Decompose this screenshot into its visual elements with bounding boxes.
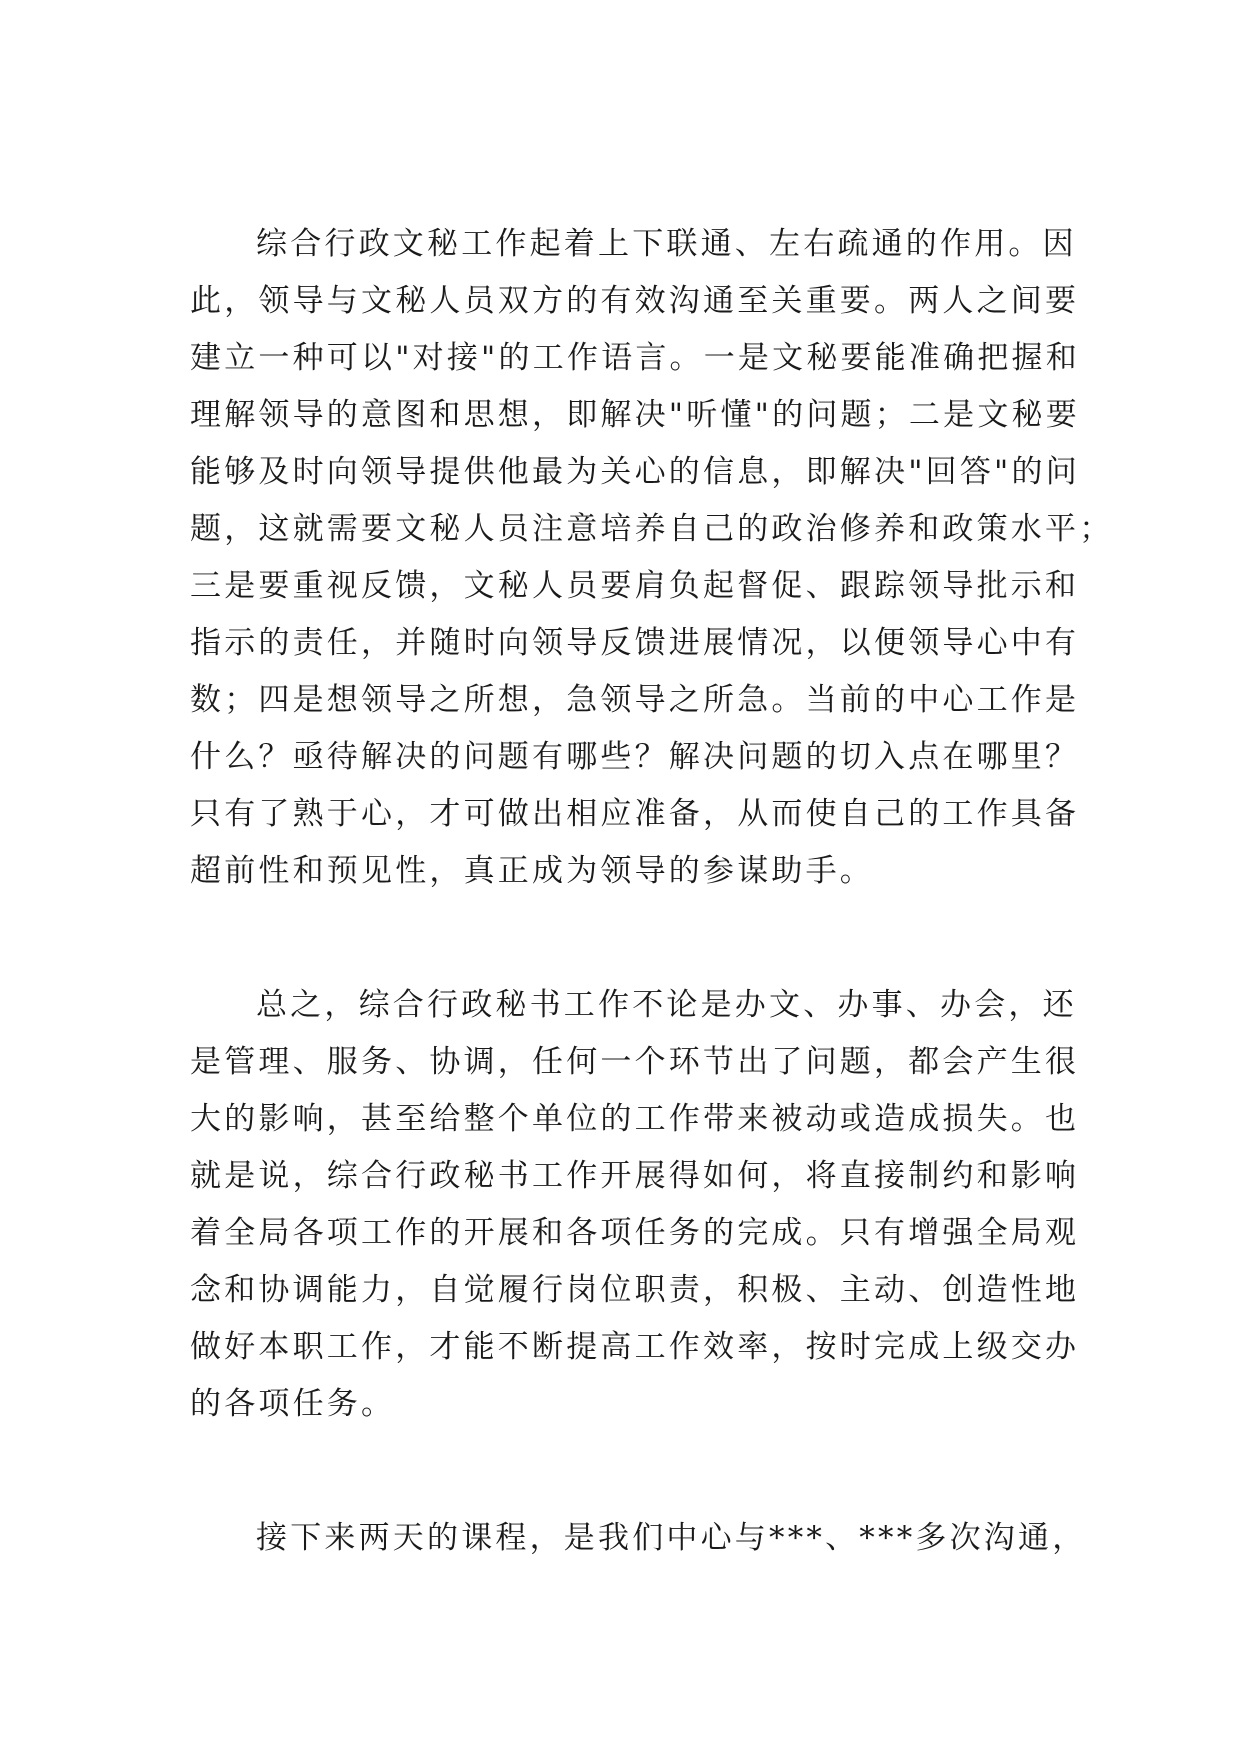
paragraph-line: 三是要重视反馈，文秘人员要肩负起督促、跟踪领导批示和: [190, 568, 1080, 604]
paragraph-line: 数；四是想领导之所想，急领导之所急。当前的中心工作是: [190, 682, 1080, 718]
paragraph-line: 超前性和预见性，真正成为领导的参谋助手。: [190, 853, 874, 889]
paragraph-line: 只有了熟于心，才可做出相应准备，从而使自己的工作具备: [190, 796, 1080, 832]
paragraph-line: 的各项任务。: [190, 1386, 396, 1422]
paragraph-line: 做好本职工作，才能不断提高工作效率，按时完成上级交办: [190, 1329, 1080, 1365]
paragraph-line: 题，这就需要文秘人员注意培养自己的政治修养和政策水平；: [190, 511, 1114, 547]
paragraph-line: 总之，综合行政秘书工作不论是办文、办事、办会，还: [256, 987, 1077, 1023]
paragraph-line: 接下来两天的课程，是我们中心与***、***多次沟通，: [256, 1520, 1087, 1556]
paragraph-line: 综合行政文秘工作起着上下联通、左右疏通的作用。因: [256, 226, 1077, 262]
paragraph-line: 念和协调能力，自觉履行岗位职责，积极、主动、创造性地: [190, 1272, 1080, 1308]
paragraph-line: 此，领导与文秘人员双方的有效沟通至关重要。两人之间要: [190, 283, 1080, 319]
paragraph-line: 指示的责任，并随时向领导反馈进展情况，以便领导心中有: [190, 625, 1080, 661]
paragraph-line: 大的影响，甚至给整个单位的工作带来被动或造成损失。也: [190, 1101, 1080, 1137]
paragraph-line: 是管理、服务、协调，任何一个环节出了问题，都会产生很: [190, 1044, 1080, 1080]
paragraph-line: 建立一种可以"对接"的工作语言。一是文秘要能准确把握和: [190, 340, 1080, 376]
paragraph-line: 着全局各项工作的开展和各项任务的完成。只有增强全局观: [190, 1215, 1080, 1251]
paragraph-line: 能够及时向领导提供他最为关心的信息，即解决"回答"的问: [190, 454, 1080, 490]
paragraph-line: 什么？亟待解决的问题有哪些？解决问题的切入点在哪里？: [190, 739, 1080, 775]
paragraph-line: 就是说，综合行政秘书工作开展得如何，将直接制约和影响: [190, 1158, 1080, 1194]
paragraph-line: 理解领导的意图和思想，即解决"听懂"的问题；二是文秘要: [190, 397, 1080, 433]
